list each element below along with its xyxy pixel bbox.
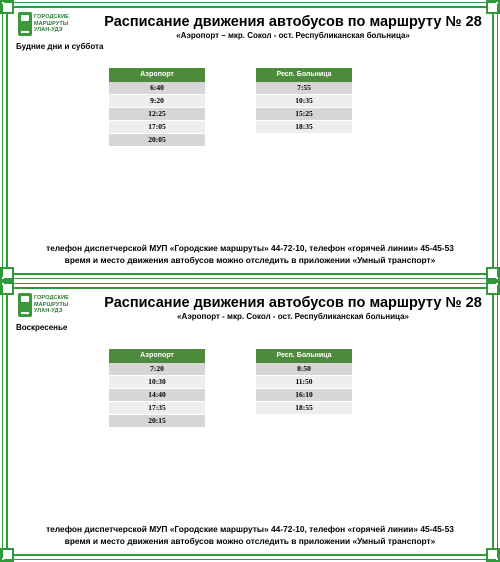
time-cell: 20:15: [109, 415, 205, 428]
frame-line: [14, 6, 486, 8]
tracking-app-text: время и место движения автобусов можно отследить в приложении «Умный транспорт»: [64, 255, 436, 265]
dispatcher-phone-text: телефон диспетчерской МУП «Городские маршруты» 44-72-10, телефон «горячей линии» 45-45-53: [46, 524, 454, 534]
logo-text: [34, 295, 69, 315]
logo-text: [34, 14, 69, 34]
frame-line: [2, 285, 3, 558]
frame-line: [6, 295, 8, 548]
day-type-label: Воскресенье: [16, 323, 68, 332]
schedule-title: Расписание движения автобусов по маршруту № 28: [104, 14, 482, 30]
frame-corner: [0, 0, 14, 14]
frame-line: [14, 273, 486, 275]
table-header: Аэропорт: [109, 349, 205, 363]
dispatcher-phone-text: телефон диспетчерской МУП «Городские маршруты» 44-72-10, телефон «горячей линии» 45-45-53: [46, 243, 454, 253]
time-cell: 18:55: [256, 402, 352, 415]
frame-corner: [486, 548, 500, 562]
frame-line: [14, 287, 486, 289]
departures-airport-table: [109, 68, 205, 147]
sunday-schedule-sheet: [0, 281, 500, 562]
logo-line: МАРШРУТЫ: [34, 301, 69, 308]
city-routes-logo: [18, 291, 76, 319]
time-cell: 7:20: [109, 363, 205, 376]
bus-stop-icon: [18, 293, 32, 317]
table-header: Аэропорт: [109, 68, 205, 82]
schedule-title: Расписание движения автобусов по маршруту № 28: [104, 295, 482, 311]
tracking-app-text: время и место движения автобусов можно отследить в приложении «Умный транспорт»: [64, 536, 436, 546]
frame-line: [4, 278, 496, 279]
departures-hospital-table: [256, 349, 352, 415]
frame-line: [2, 4, 3, 277]
time-cell: 14:40: [109, 389, 205, 402]
frame-corner: [0, 548, 14, 562]
time-cell: 20:05: [109, 134, 205, 147]
route-subtitle: «Аэропорт - мкр. Сокол - ост. Республиканская больница»: [177, 312, 409, 321]
departures-hospital-table: [256, 68, 352, 134]
frame-line: [6, 14, 8, 267]
logo-line: УЛАН-УДЭ: [34, 27, 63, 34]
logo-line: ГОРОДСКИЕ: [34, 295, 69, 302]
frame-corner: [0, 267, 14, 281]
time-cell: 17:35: [109, 402, 205, 415]
frame-line: [4, 2, 496, 3]
time-cell: 9:20: [109, 95, 205, 108]
table-header: Респ. Больница: [256, 349, 352, 363]
frame-line: [4, 283, 496, 284]
time-cell: 15:25: [256, 108, 352, 121]
time-cell: 16:10: [256, 389, 352, 402]
time-cell: 12:25: [109, 108, 205, 121]
time-cell: 8:50: [256, 363, 352, 376]
time-cell: 11:50: [256, 376, 352, 389]
frame-line: [14, 554, 486, 556]
time-cell: 10:35: [256, 95, 352, 108]
frame-line: [497, 4, 498, 277]
departures-airport-table: [109, 349, 205, 428]
city-routes-logo: [18, 10, 76, 38]
frame-line: [4, 559, 496, 560]
time-cell: 18:35: [256, 121, 352, 134]
frame-line: [497, 285, 498, 558]
logo-line: УЛАН-УДЭ: [34, 308, 63, 315]
bus-stop-icon: [18, 12, 32, 36]
frame-corner: [486, 267, 500, 281]
frame-corner: [486, 281, 500, 295]
time-cell: 17:05: [109, 121, 205, 134]
time-cell: 6:40: [109, 82, 205, 95]
table-header: Респ. Больница: [256, 68, 352, 82]
logo-line: ГОРОДСКИЕ: [34, 14, 69, 21]
day-type-label: Будние дни и суббота: [16, 42, 104, 51]
time-cell: 7:55: [256, 82, 352, 95]
route-subtitle: «Аэропорт – мкр. Сокол - ост. Республиканская больница»: [176, 31, 410, 40]
frame-line: [492, 295, 494, 548]
frame-corner: [0, 281, 14, 295]
logo-line: МАРШРУТЫ: [34, 20, 69, 27]
time-cell: 10:30: [109, 376, 205, 389]
frame-corner: [486, 0, 500, 14]
frame-line: [492, 14, 494, 267]
